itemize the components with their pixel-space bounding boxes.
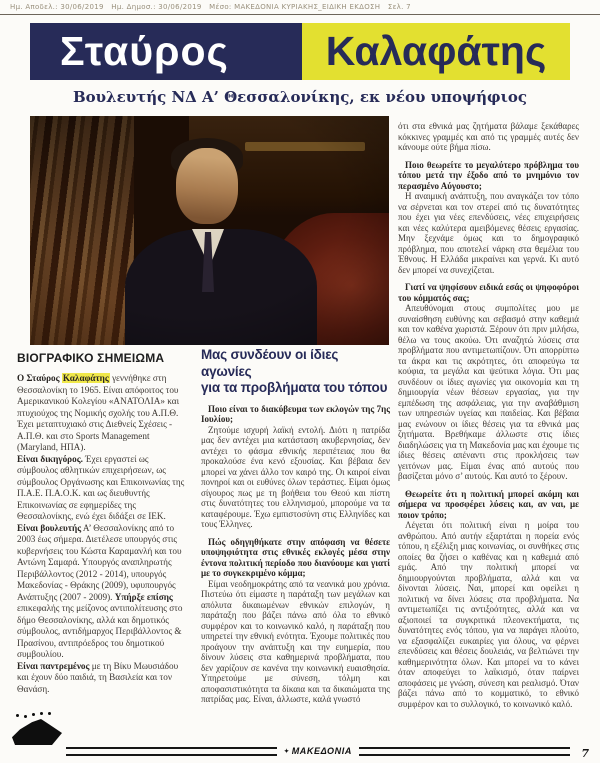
interview-question-1: Ποιο είναι το διακύβευμα των εκλογών της 7ης Ιουλίου; [201,403,390,424]
interview-answer-1: Ζητούμε ισχυρή λαϊκή εντολή. Διότι η πατρίδα μας δεν αντέχει μια κατάσταση ακυβερνησίας, δεν αντέχει το φάσμα εθνικής περιπέτειας που θα προκαλούσε ένα κενό εξουσίας. Και βέβαια δεν μπορεί να χάνει άλλο τον καιρό της. Οι καιροί είναι πονηροί και οι ευθύνες όλων τεράστιες. Είμαι όμως σίγουρος πως με τη βοήθεια του Θεού και πίστη στις δυνατότητες του ελληνισμού, μπορούμε να τα καταφέρουμε. Έχω εμπιστοσύνη στις Ελληνίδες και τους Έλληνες. [201,424,390,529]
masthead-banner [30,23,570,80]
page-number: 7 [581,747,589,760]
interview-column-1 [201,347,390,745]
footer-brand [277,746,359,756]
bio-paragraph-3: Είναι βουλευτής Α’ Θεσσαλονίκης από το 2003 έως σήμερα. Διετέλεσε υπουργός στις κυβερνήσεις του Κώστα Καραμανλή και του Αντώνη Σαμαρά. Υπουργός αναπληρωτής Περιβάλλοντος (2012 - 2014), υπουργός Μακεδονίας - Θράκης (2009), υφυπουργός Ανάπτυξης (2007 - 2009). Υπήρξε επίσης επικεφαλής της μείζονος αντιπολίτευσης στο δήμο Θεσσαλονίκης, αλλά και δημοτικός σύμβουλος, αντιδήμαρχος Περιβάλλοντος & Πρασίνου, αντιπρόεδρος του δημοτικού συμβουλίου. [17,522,183,659]
ink-mark-logo [12,719,62,745]
interview-answer-2: Είμαι νεοδημοκράτης από τα νεανικά μου χρόνια. Πιστεύω ότι είμαστε η παράταξη των μεγάλων και απόλυτα δικαιωμένων εθνικών επιλογών, η παράταξη που βάζει πάνω από όλα το εθνικό συμφέρον και το κοινωνικό καλό, η παράταξη που υπηρετεί την εθνική ενότητα. Έχουμε πολιτικές που προάγουν την ανάπτυξη και την ευημερία, που δίνουν λύσεις στα καθημερινά προβλήματα, που δεν χαρίζουν σε κανένα την κοινωνική ευαισθησία. Υπηρετούμε με σύνεση, τόλμη και αποφασιστικότητα τα δίκαια και τα δικαιώματα της πατρίδας μας. Είναι, άλλωστε, καλά γνωστό [201,578,390,704]
photo-vignette [30,116,389,345]
interview-question-5: Θεωρείτε ότι η πολιτική μπορεί ακόμη και σήμερα να προσφέρει λύσεις και, αν ναι, με ποιον τρόπο; [398,488,579,520]
clipping-meta-line: Ημ. Αποδελ.: 30/06/2019 Ημ. Δημοσ.: 30/06/2019 Μέσο: ΜΑΚΕΔΟΝΙΑ ΚΥΡΙΑΚΗΣ_ΕΙΔΙΚΗ ΕΚΔΟΣΗ Σελ. 7 [10,3,411,11]
portrait-photo [30,116,389,345]
bio-p1-lead: Ο Σταύρος [17,373,60,383]
interview-answer-4: Απευθύνομαι στους συμπολίτες μου με συναίσθηση ευθύνης και σεβασμό στην καθεμιά και τον καθένα χωριστά. Ξέρουν ότι πριν μιλήσω, θέλω να τους ακούω. Ότι αναζητώ λύσεις στα προβλήματα που αντιμετωπίζουν. Ότι απορρίπτω τα άκρα και τις ακρότητες, ότι αποφεύγω τα κούφια, τα μεγάλα και ψεύτικα λόγια. Ότι μας συνδέουν οι ίδιες αγωνίες για οικονομία και τη δημιουργία νέων θέσεων εργασίας, για την εμπέδωση της ασφάλειας, για την αναβάθμιση των υπηρεσιών υγείας και παιδείας. Και βέβαια μας ενώνουν οι ίδιες θέσεις για τα εθνικά μας ζητήματα. Βρεθήκαμε άλλωστε στις ίδιες διαδηλώσεις για τη Μακεδονία μας και έχουμε τις ίδιες θέσεις απέναντι στις προκλήσεις των γειτόνων μας. Είμαι ένας από αυτούς που βασίζεται μόνο σ’ αυτούς. Και αυτό το ξέρουν. [398,303,579,481]
bio-section [17,351,189,717]
masthead-first-name: Σταύρος [60,28,229,74]
meta-divider [0,14,600,15]
masthead-subtitle: Βουλευτής ΝΔ Α’ Θεσσαλονίκης, εκ νέου υποψήφιος [72,88,528,106]
footer-brand-name: ΜΑΚΕΔΟΝΙΑ [291,746,352,756]
interview-question-2: Πώς οδηγηθήκατε στην απόφαση να θέσετε υποψηφιότητα στις εθνικές εκλογές μέσα στην έντονα πολιτική περίοδο που διανύουμε και γιατί με το συγκεκριμένο κόμμα; [201,536,390,578]
interview-headline: Μας συνδέουν οι ίδιες αγωνίες για τα προβλήματα του τόπου [201,347,388,395]
interview-answer-3: Η αναιμική ανάπτυξη, που αναγκάζει τον τόπο να σέρνεται και τον στερεί από τις δυνατότητες που έχει για νέες επενδύσεις, νέες επιχειρήσεις και νέες καλύτερα αμειβόμενες θέσεις εργασίας. Μην ξεχνάμε όμως και το δημογραφικό πρόβλημα, που αποτελεί νάρκη στα θεμέλια του Έθνους. Η Ελλάδα μικραίνει και γερνά. Κι αυτό δεν μπορεί να συνεχίζεται. [398,191,579,275]
interview-answer-5: Λέγεται ότι πολιτική είναι η μοίρα του ανθρώπου. Από αυτήν εξαρτάται η πορεία ενός τόπου, η εξέλιξη μιας κοινωνίας, οι συνθήκες στις οποίες θα ζήσει ο καθένας και η καθεμιά από εμάς. Από την πολιτική μπορεί να δημιουργούνται προβλήματα, αλλά και να δίνονται λύσεις. Ναι, μπορεί και οφείλει η πολιτική να δίνει λύσεις στα προβλήματα. Να αντιμετωπίζει τις αντιξοότητες, αλλά και να αξιοποιεί τα συγκριτικά πλεονεκτήματα, τις δυνατότητες ενός τόπου, για να παράγει πλούτο, να εξασφαλίζει ευκαιρίες για όλους, να φέρνει επενδύσεις και θέσεις δουλειάς, να βελτιώνει την καθημερινότητα όλων. Και μπορεί να το κάνει όταν αποφεύγει το λαϊκισμό, όταν παίρνει αποφάσεις με γνώση, σύνεση και ρεαλισμό. Όταν βάζει πάνω από το κομματικό, το εθνικό συμφέρον και το συλλογικό, το κοινωνικό καλό. [398,520,579,709]
masthead-last-name: Καλαφάτης [302,23,570,80]
interview-question-4: Γιατί να ψηφίσουν ειδικά εσάς οι ψηφοφόροι του κόμματός σας; [398,282,579,303]
bio-paragraph-4: Είναι παντρεμένος με τη Βίκυ Μωυσιάδου και έχουν δύο παιδιά, τη Βασιλεία και τον Θανάση. [17,660,179,694]
bio-heading: ΒΙΟΓΡΑΦΙΚΟ ΣΗΜΕΙΩΜΑ [17,351,165,365]
brand-symbol-icon: ✦ [284,748,290,755]
bio-paragraph-2: Είναι δικηγόρος. Έχει εργαστεί ως σύμβουλος αθλητικών επιχειρήσεων, ως σύμβουλος Οργάνωσης και Επικοινωνίας της Π.Α.Ε. Π.Α.Ο.Κ. και ως διευθυντής Επικοινωνίας σε εφημερίδες της Θεσσαλονίκης, ενώ έχει διδάξει σε ΙΕΚ. [17,453,185,521]
ink-mark-dots [16,714,19,717]
interview-column-2 [398,121,579,743]
footer-rule-left [66,747,277,756]
interview-answer-2-continued: ότι στα εθνικά μας ζητήματα βάλαμε ξεκάθαρες κόκκινες γραμμές και από τις γραμμές αυτές δεν κάνουμε ούτε βήμα πίσω. [398,121,579,152]
footer-rule-right [359,747,570,756]
footer-rule-bar [66,745,570,757]
interview-question-3: Ποιο θεωρείτε το μεγαλύτερο πρόβλημα του τόπου μετά την έξοδο από το μνημόνιο τον περασμένο Αύγουστο; [398,159,579,191]
bio-paragraph-1: Ο Σταύρος Καλαφάτης γεννήθηκε στη Θεσσαλονίκη το 1965. Είναι απόφοιτος του Αμερικανικού Κολεγίου «ΑΝΑΤΟΛΙΑ» και πτυχιούχος της Νομικής σχολής του Α.Π.Θ. Έχει μεταπτυχιακό στις Διεθνείς Σχέσεις - Α.Π.Θ. και στο Sports Management (Maryland, ΗΠΑ). [17,373,180,452]
bio-name-highlight: Καλαφάτης [62,373,109,383]
